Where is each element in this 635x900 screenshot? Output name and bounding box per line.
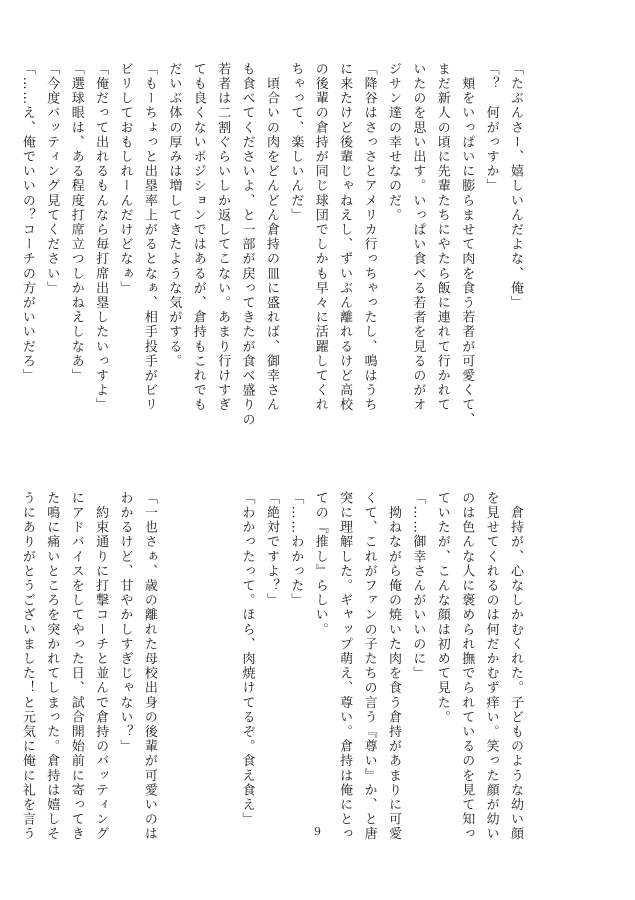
text-line: 突に理解した。ギャップ萌え、尊い。倉持は俺にとっ bbox=[337, 491, 353, 842]
lower-text-block bbox=[14, 491, 527, 842]
text-line: の後輩の倉持が同じ球団でしかも早々に活躍してくれ bbox=[312, 62, 328, 413]
text-line: 若者は二割ぐらいしか返してこない。あまり行けすぎ bbox=[215, 62, 231, 413]
text-line bbox=[210, 491, 234, 819]
text-line: た鳴に痛いところを突かれてしまった。倉持は嬉しそ bbox=[44, 491, 60, 842]
text-line bbox=[161, 491, 185, 819]
text-line: 倉持が、心なしかむくれた。子どものような幼い顔 bbox=[508, 491, 523, 842]
text-line: いたのを思い出す。いっぱい食べる若者を見るのがオ bbox=[410, 62, 426, 413]
text-line: 「俺だって出れるもんなら毎打席出塁したいっすよ」 bbox=[93, 62, 109, 413]
text-line: 約束通りに打撃コーチと並んで倉持のバッティング bbox=[93, 491, 109, 842]
text-line: ていたが、こんな顔は初めて見た。 bbox=[434, 491, 450, 725]
text-line bbox=[185, 491, 209, 819]
text-line: ちゃって、楽しいんだ」 bbox=[288, 62, 304, 223]
text-line: 「降谷はさっさとアメリカ行っちゃったし、鳴はうち bbox=[361, 62, 377, 413]
text-line: 頬をいっぱいに膨らませて肉を食う若者が可愛くて、 bbox=[459, 62, 475, 427]
text-line: だいぶ体の厚みは増してきたような気がする。 bbox=[166, 62, 182, 369]
page-number: 9 bbox=[314, 825, 321, 838]
text-line: うにありがとうございました！と元気に俺に礼を言う bbox=[19, 491, 35, 842]
text-line: を見せてくれるのは何だかむず痒い。笑った顔が幼い bbox=[483, 491, 499, 842]
text-line: 「一也さぁ、歳の離れた母校出身の後輩が可愛いのは bbox=[141, 491, 157, 842]
text-line: ビリしておもしれーんだけどなぁ」 bbox=[117, 62, 133, 296]
text-line: のは色んな人に褒められ撫でられているのを見て知っ bbox=[459, 491, 475, 842]
text-line: に来たけど後輩じゃねえし、ずいぶん離れるけど高校 bbox=[337, 62, 353, 413]
text-line: ての『推し』らしい。 bbox=[312, 491, 328, 637]
text-line: 「わかったって。ほら、肉焼けてるぞ。食え食え」 bbox=[239, 491, 255, 827]
upper-text-block bbox=[14, 62, 527, 427]
text-line: 「……わかった」 bbox=[288, 491, 304, 608]
text-line: くて、これがファンの子たちの言う『尊い』か、と唐 bbox=[361, 491, 377, 842]
text-line: わかるけど、甘やかしすぎじゃない？」 bbox=[117, 491, 133, 754]
text-line: 「選球眼は、ある程度打席立つしかねえしなあ」 bbox=[68, 62, 84, 384]
text-line: 拗ねながら俺の焼いた肉を食う倉持があまりに可愛 bbox=[385, 491, 401, 842]
text-line: 「……え、俺でいいの？コーチの方がいいだろ」 bbox=[19, 62, 35, 384]
text-line: も食べてくださいよ、と一部が戻ってきたが食べ盛りの bbox=[239, 62, 255, 427]
text-line: 「？ 何がっすか」 bbox=[483, 62, 499, 194]
text-line: 「たぶんさー、嬉しいんだよな、俺」 bbox=[508, 62, 523, 311]
text-line: 頃合いの肉をどんどん倉持の皿に盛れば、御幸さん bbox=[263, 62, 279, 413]
text-line: 「……御幸さんがいいのに」 bbox=[410, 491, 426, 681]
text-line: 「もーちょっと出塁率上がるとなぁ、相手投手がビリ bbox=[141, 62, 157, 413]
text-line: ても良くないポジションではあるが、倉持もこれでも bbox=[190, 62, 206, 413]
text-line: 「今度バッティング見てください」 bbox=[44, 62, 60, 296]
text-line: ジサン達の幸せなのだ。 bbox=[385, 62, 401, 223]
text-line: にアドバイスをしてやった日、試合開始前に寄ってき bbox=[68, 491, 84, 842]
text-line: 「絶対ですよ？」 bbox=[263, 491, 279, 608]
text-line: まだ新人の頃に先輩たちにやたら飯に連れて行かれて bbox=[434, 62, 450, 413]
